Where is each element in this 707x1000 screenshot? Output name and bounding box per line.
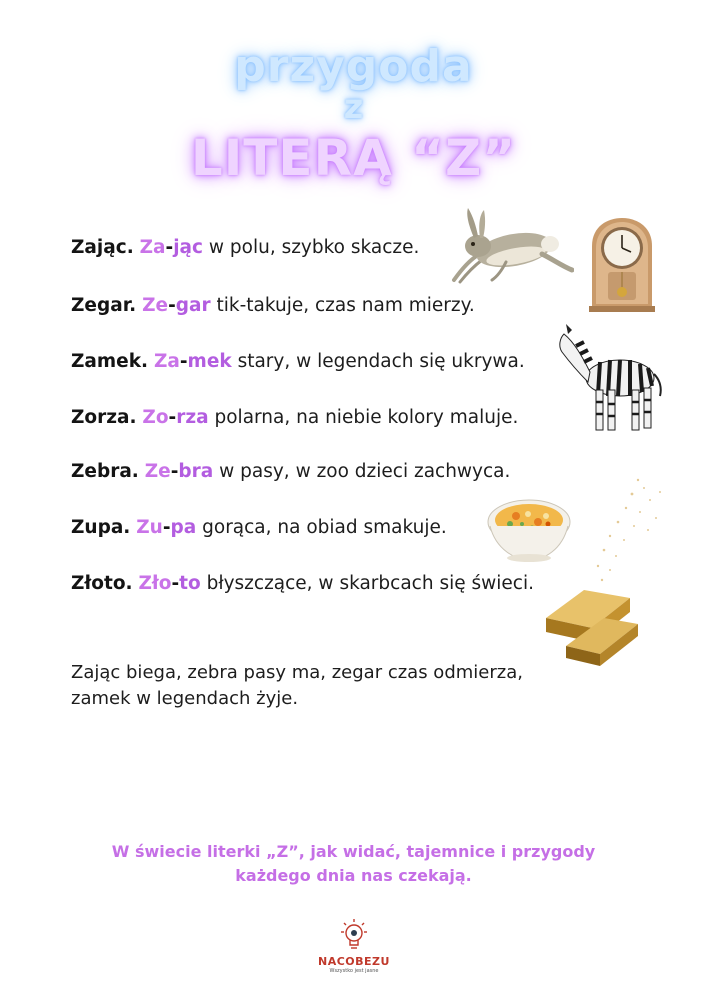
closing-line: każdego dnia nas czekają. — [235, 866, 472, 885]
title-line-przygoda: przygoda — [234, 41, 473, 92]
syllable-dash: - — [162, 517, 171, 538]
syllable-second: jąc — [173, 237, 203, 258]
sentence-rest: gorąca, na obiad smakuje. — [196, 517, 447, 538]
word-line-zegar — [71, 294, 475, 318]
word: Zorza. — [71, 407, 137, 428]
word-line-zupa — [71, 516, 447, 540]
syllable-dash: - — [171, 573, 180, 594]
syllable-first: Zło — [138, 573, 172, 594]
lightbulb-icon — [339, 918, 369, 950]
sentence-rest: stary, w legendach się ukrywa. — [231, 351, 525, 372]
syllable-dash: - — [179, 351, 188, 372]
summary-line: Zając biega, zebra pasy ma, zegar czas odmierza, — [71, 662, 523, 683]
title-line-z: z — [343, 87, 364, 127]
syllable-first: Ze — [142, 295, 169, 316]
word: Złoto. — [71, 573, 133, 594]
syllable-first: Zo — [142, 407, 169, 428]
syllable-second: bra — [178, 461, 214, 482]
syllable-first: Za — [153, 351, 180, 372]
syllable-dash: - — [168, 295, 176, 316]
syllable-dash: - — [168, 407, 177, 428]
sentence-rest: tik-takuje, czas nam mierzy. — [210, 295, 475, 316]
word: Zupa. — [71, 517, 131, 538]
closing-line: W świecie literki „Z”, jak widać, tajemnice i przygody — [111, 842, 596, 861]
syllable-second: mek — [187, 351, 232, 372]
word-line-zajac — [71, 236, 419, 260]
gold-bars-image — [540, 470, 680, 670]
sentence-rest: błyszczące, w skarbcach się świeci. — [200, 573, 534, 594]
summary-text — [71, 660, 571, 712]
word: Zegar. — [71, 295, 137, 316]
word-line-zloto — [71, 572, 534, 596]
syllable-second: rza — [176, 407, 209, 428]
brand-logo — [314, 918, 394, 974]
closing-text — [0, 840, 707, 888]
syllable-first: Ze — [144, 461, 171, 482]
syllable-dash: - — [170, 461, 179, 482]
syllable-dash: - — [165, 237, 174, 258]
syllable-second: to — [179, 573, 201, 594]
word: Zebra. — [71, 461, 139, 482]
word-line-zorza — [71, 406, 518, 430]
zebra-image — [554, 322, 666, 434]
sentence-rest: w polu, szybko skacze. — [203, 237, 420, 258]
word-line-zebra — [71, 460, 510, 484]
syllable-second: pa — [170, 517, 197, 538]
word: Zając. — [71, 237, 134, 258]
logo-name: NACOBEZU — [318, 955, 390, 968]
syllable-second: gar — [175, 295, 211, 316]
clock-image — [586, 216, 658, 312]
rabbit-image — [446, 206, 574, 284]
summary-line: zamek w legendach żyje. — [71, 688, 299, 709]
sentence-rest: w pasy, w zoo dzieci zachwyca. — [213, 461, 511, 482]
logo-tagline: Wszystko jest jasne — [329, 968, 379, 974]
sentence-rest: polarna, na niebie kolory maluje. — [208, 407, 519, 428]
syllable-first: Zu — [136, 517, 163, 538]
word: Zamek. — [71, 351, 149, 372]
page-title: LITERĄ “Z” — [190, 129, 517, 187]
word-line-zamek — [71, 350, 525, 374]
syllable-first: Za — [139, 237, 166, 258]
